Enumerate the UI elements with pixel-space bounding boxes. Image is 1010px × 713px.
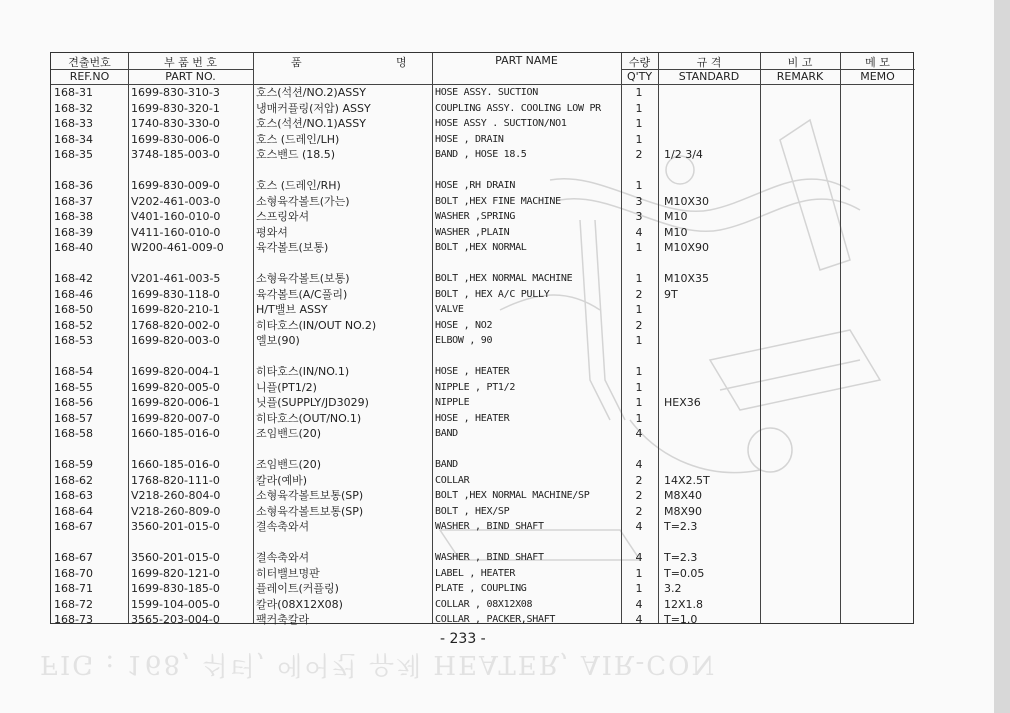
cell-ref: 168-40 — [54, 241, 93, 254]
cell-kname: 결속축와셔 — [256, 520, 310, 533]
cell-part: V411-160-010-0 — [131, 225, 221, 239]
table-row — [51, 612, 913, 628]
cell-kname: 호스(석션/NO.1)ASSY — [256, 117, 366, 130]
header-part-en: PART NO. — [165, 70, 216, 83]
cell-std: HEX36 — [664, 396, 701, 409]
cell-qty: 2 — [635, 504, 643, 518]
table-row — [51, 380, 913, 396]
cell-ename: HOSE ,RH DRAIN — [435, 180, 516, 191]
table-row — [51, 488, 913, 504]
header-kname-left: 품 — [291, 56, 302, 69]
cell-std: 1/2 3/4 — [664, 148, 703, 161]
cell-kname: 조임밴드(20) — [256, 458, 322, 471]
cell-part: V218-260-804-0 — [131, 489, 221, 502]
cell-part: 1699-820-003-0 — [131, 334, 220, 347]
table-row — [51, 550, 913, 566]
cell-ename: BOLT ,HEX NORMAL MACHINE — [435, 273, 573, 284]
cell-ename: WASHER , BIND SHAFT — [435, 552, 544, 563]
cell-part: 1699-830-118-0 — [131, 287, 220, 301]
cell-kname: 호스밴드 (18.5) — [256, 148, 336, 161]
cell-part: 3560-201-015-0 — [131, 551, 220, 564]
cell-ref: 168-70 — [54, 566, 93, 580]
cell-ref: 168-64 — [54, 504, 93, 518]
cell-qty: 1 — [635, 303, 643, 316]
header-part-name: PART NAME — [495, 54, 558, 67]
cell-part: 1599-104-005-0 — [131, 597, 220, 611]
table-row — [51, 473, 913, 489]
cell-qty: 1 — [635, 101, 643, 115]
cell-part: 1768-820-111-0 — [131, 473, 220, 487]
cell-ref: 168-58 — [54, 427, 93, 440]
cell-ename: ELBOW , 90 — [435, 335, 493, 346]
cell-ename: BAND — [435, 459, 458, 470]
cell-ref: 168-67 — [54, 520, 93, 533]
cell-ref: 168-37 — [54, 194, 93, 208]
table-row — [51, 597, 913, 613]
cell-ref: 168-72 — [54, 597, 93, 611]
header-memo-ko: 메 모 — [865, 56, 890, 69]
cell-ref: 168-54 — [54, 365, 93, 378]
cell-qty: 4 — [635, 458, 643, 471]
bleed-through-caption: FIG : 168, 쉬터, 에어컨 유체 HEATER, AIR-CON — [40, 649, 717, 679]
cell-std: M8X90 — [664, 504, 703, 518]
cell-kname: 닛플(SUPPLY/JD3029) — [256, 396, 369, 409]
cell-part: 3565-203-004-0 — [131, 613, 220, 626]
cell-part: 1699-830-320-1 — [131, 101, 220, 115]
cell-ename: NIPPLE , PT1/2 — [435, 381, 516, 393]
cell-std: T=2.3 — [664, 520, 698, 533]
cell-ename: BOLT ,HEX NORMAL MACHINE/SP — [435, 490, 590, 501]
cell-ename: COLLAR , PACKER,SHAFT — [435, 614, 556, 625]
cell-kname: 냉매커플링(저압) ASSY — [256, 101, 371, 115]
table-row — [51, 225, 913, 241]
cell-qty: 1 — [635, 241, 643, 254]
cell-part: V201-461-003-5 — [131, 272, 221, 285]
cell-ref: 168-33 — [54, 117, 93, 130]
cell-ref: 168-59 — [54, 458, 93, 471]
cell-qty: 1 — [635, 396, 643, 409]
header-qty-en: Q'TY — [626, 70, 653, 83]
cell-kname: H/T밸브 ASSY — [256, 303, 328, 316]
cell-kname: 팩커축칼라 — [256, 613, 310, 626]
cell-ename: COLLAR — [435, 474, 470, 486]
cell-kname: 니플(PT1/2) — [256, 380, 317, 394]
cell-part: 1699-830-009-0 — [131, 179, 220, 192]
cell-part: V202-461-003-0 — [131, 194, 221, 208]
cell-qty: 1 — [635, 334, 643, 347]
cell-qty: 2 — [635, 148, 643, 161]
cell-std: M10X30 — [664, 194, 710, 208]
table-row — [51, 178, 913, 194]
cell-qty: 2 — [635, 318, 643, 332]
table-row — [51, 101, 913, 117]
cell-ename: LABEL , HEATER — [435, 567, 516, 579]
cell-kname: 소형육각볼트(보통) — [256, 272, 350, 285]
cell-ename: HOSE ASSY. SUCTION — [435, 87, 538, 98]
cell-kname: 소형육각볼트(가는) — [256, 194, 350, 208]
cell-ename: BOLT ,HEX FINE MACHINE — [435, 195, 561, 207]
cell-kname: 히타호스(IN/NO.1) — [256, 365, 350, 378]
table-row — [51, 457, 913, 473]
cell-qty: 2 — [635, 489, 643, 502]
cell-qty: 3 — [635, 210, 643, 223]
cell-kname: 스프링와셔 — [256, 210, 310, 223]
cell-ref: 168-42 — [54, 272, 93, 285]
cell-std: 12X1.8 — [664, 597, 704, 611]
cell-std: T=0.05 — [664, 566, 705, 580]
cell-ename: HOSE ASSY . SUCTION/NO1 — [435, 118, 567, 129]
cell-part: 1660-185-016-0 — [131, 427, 220, 440]
cell-ref: 168-31 — [54, 86, 93, 99]
cell-kname: 결속축와셔 — [256, 551, 310, 564]
cell-kname: 소형육각볼트보통(SP) — [256, 489, 364, 502]
cell-ename: HOSE , DRAIN — [435, 133, 504, 145]
cell-ref: 168-39 — [54, 225, 93, 239]
cell-ref: 168-56 — [54, 396, 93, 409]
cell-ename: HOSE , NO2 — [435, 319, 493, 331]
cell-ref: 168-71 — [54, 582, 93, 595]
table-row — [51, 504, 913, 520]
cell-kname: 호스(석션/NO.2)ASSY — [256, 86, 366, 99]
cell-ref: 168-50 — [54, 303, 93, 316]
cell-kname: 평와셔 — [256, 225, 288, 239]
cell-qty: 4 — [635, 520, 643, 533]
cell-kname: 히타호스(IN/OUT NO.2) — [256, 318, 377, 332]
cell-kname: 히터밸브명판 — [256, 566, 320, 580]
cell-ref: 168-35 — [54, 148, 93, 161]
cell-qty: 4 — [635, 427, 643, 440]
cell-qty: 1 — [635, 566, 643, 580]
cell-part: V401-160-010-0 — [131, 210, 221, 223]
cell-std: 3.2 — [664, 582, 682, 595]
cell-kname: 육각볼트(보통) — [256, 241, 329, 254]
cell-ename: BAND — [435, 428, 458, 439]
table-row — [51, 116, 913, 132]
cell-ename: WASHER ,SPRING — [435, 211, 516, 222]
cell-part: 1699-820-005-0 — [131, 380, 220, 394]
cell-ename: BOLT , HEX A/C PULLY — [435, 288, 550, 300]
table-row — [51, 271, 913, 287]
cell-qty: 1 — [635, 179, 643, 192]
cell-qty: 4 — [635, 551, 643, 564]
cell-ename: COLLAR , 08X12X08 — [435, 598, 533, 610]
cell-std: M8X40 — [664, 489, 703, 502]
cell-ref: 168-67 — [54, 551, 93, 564]
cell-std: 9T — [664, 287, 678, 301]
table-row — [51, 147, 913, 163]
cell-ref: 168-32 — [54, 101, 93, 115]
cell-ref: 168-38 — [54, 210, 93, 223]
header-remark-ko: 비 고 — [787, 56, 813, 69]
cell-ename: HOSE , HEATER — [435, 412, 510, 424]
cell-std: M10X35 — [664, 272, 710, 285]
table-row — [51, 426, 913, 442]
cell-kname: 칼라(08X12X08) — [256, 597, 343, 611]
cell-part: 1699-820-004-1 — [131, 365, 220, 378]
header-memo-en: MEMO — [860, 70, 895, 83]
cell-ref: 168-34 — [54, 132, 93, 146]
cell-part: 1699-820-006-1 — [131, 396, 220, 409]
table-row — [51, 519, 913, 535]
cell-part: 1768-820-002-0 — [131, 318, 220, 332]
cell-std: M10 — [664, 225, 688, 239]
cell-kname: 조임밴드(20) — [256, 427, 322, 440]
cell-ref: 168-73 — [54, 613, 93, 626]
cell-ename: WASHER , BIND SHAFT — [435, 521, 544, 532]
table-row — [51, 411, 913, 427]
cell-qty: 1 — [635, 582, 643, 595]
cell-ename: COUPLING ASSY. COOLING LOW PR — [435, 102, 601, 114]
cell-ref: 168-63 — [54, 489, 93, 502]
cell-ename: WASHER ,PLAIN — [435, 226, 510, 238]
cell-std: M10X90 — [664, 241, 710, 254]
cell-part: 1699-830-006-0 — [131, 132, 220, 146]
scan-edge — [994, 0, 1010, 713]
cell-ref: 168-62 — [54, 473, 93, 487]
cell-kname: 호스 (드레인/RH) — [256, 179, 341, 192]
cell-ref: 168-36 — [54, 179, 93, 192]
cell-qty: 1 — [635, 380, 643, 394]
cell-kname: 소형육각볼트보통(SP) — [256, 504, 364, 518]
cell-ref: 168-55 — [54, 380, 93, 394]
table-row — [51, 194, 913, 210]
header-std-ko: 규 격 — [696, 56, 722, 69]
cell-qty: 2 — [635, 287, 643, 301]
cell-std: M10 — [664, 210, 688, 223]
cell-qty: 4 — [635, 225, 643, 239]
cell-qty: 1 — [635, 117, 643, 130]
header-ref-ko: 견출번호 — [68, 56, 111, 69]
cell-ref: 168-52 — [54, 318, 93, 332]
table-row — [51, 209, 913, 225]
cell-ref: 168-46 — [54, 287, 93, 301]
header-kname-right: 명 — [396, 56, 407, 69]
cell-qty: 1 — [635, 272, 643, 285]
table-row — [51, 302, 913, 318]
table-row — [51, 318, 913, 334]
cell-ref: 168-57 — [54, 411, 93, 425]
cell-ename: VALVE — [435, 304, 464, 315]
parts-table — [50, 52, 914, 624]
cell-qty: 1 — [635, 132, 643, 146]
cell-ename: BOLT ,HEX NORMAL — [435, 242, 527, 253]
cell-qty: 1 — [635, 365, 643, 378]
table-row — [51, 395, 913, 411]
cell-kname: 칼라(예바) — [256, 473, 308, 487]
cell-part: 1699-820-121-0 — [131, 566, 220, 580]
cell-part: 1699-830-185-0 — [131, 582, 220, 595]
cell-std: 14X2.5T — [664, 473, 710, 487]
header-remark-en: REMARK — [776, 70, 824, 83]
header-qty-ko: 수량 — [628, 56, 651, 69]
cell-part: 1660-185-016-0 — [131, 458, 220, 471]
cell-part: 1699-820-210-1 — [131, 303, 220, 316]
cell-ename: HOSE , HEATER — [435, 366, 510, 377]
cell-ename: BAND , HOSE 18.5 — [435, 149, 527, 160]
cell-qty: 4 — [635, 597, 643, 611]
page-number: - 233 - — [440, 631, 486, 647]
cell-kname: 호스 (드레인/LH) — [256, 132, 340, 146]
cell-part: 3560-201-015-0 — [131, 520, 220, 533]
cell-part: 1699-820-007-0 — [131, 411, 220, 425]
cell-qty: 2 — [635, 473, 643, 487]
cell-ename: BOLT , HEX/SP — [435, 505, 510, 517]
cell-qty: 1 — [635, 86, 643, 99]
header-std-en: STANDARD — [678, 70, 740, 83]
table-row — [51, 85, 913, 101]
table-row — [51, 581, 913, 597]
cell-qty: 4 — [635, 613, 643, 626]
table-row — [51, 240, 913, 256]
cell-ename: PLATE , COUPLING — [435, 583, 527, 594]
cell-ename: NIPPLE — [435, 397, 470, 408]
cell-part: 1740-830-330-0 — [131, 117, 220, 130]
cell-kname: 히타호스(OUT/NO.1) — [256, 411, 362, 425]
cell-qty: 3 — [635, 194, 643, 208]
cell-part: 3748-185-003-0 — [131, 148, 220, 161]
header-ref-en: REF.NO — [69, 70, 110, 83]
cell-qty: 1 — [635, 411, 643, 425]
table-row — [51, 287, 913, 303]
table-row — [51, 364, 913, 380]
cell-std: T=1.0 — [664, 613, 698, 626]
cell-kname: 플레이트(커플링) — [256, 582, 339, 595]
table-row — [51, 132, 913, 148]
cell-kname: 육각볼트(A/C풀리) — [256, 287, 348, 301]
cell-ref: 168-53 — [54, 334, 93, 347]
table-row — [51, 566, 913, 582]
cell-part: W200-461-009-0 — [131, 241, 224, 254]
cell-std: T=2.3 — [664, 551, 698, 564]
header-part-ko: 부 품 번 호 — [164, 56, 217, 69]
cell-kname: 엘보(90) — [256, 334, 300, 347]
cell-part: 1699-830-310-3 — [131, 86, 220, 99]
cell-part: V218-260-809-0 — [131, 504, 221, 518]
table-row — [51, 333, 913, 349]
